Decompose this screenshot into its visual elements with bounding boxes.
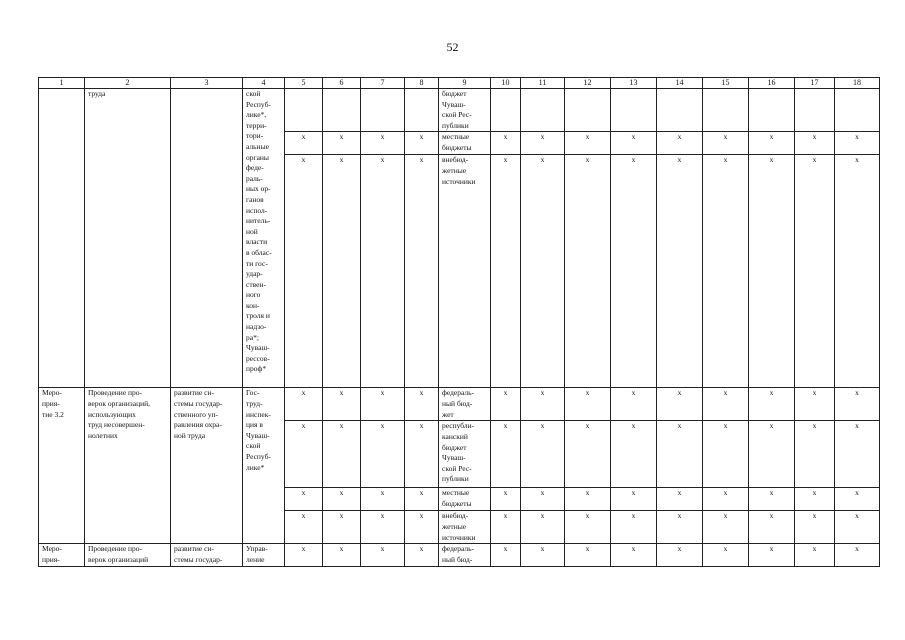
x-mark: x [405, 155, 439, 388]
x-mark: x [491, 155, 521, 388]
goal-cell: развитие си- стемы государ- ственного уп- равления охра- ной труда [171, 388, 243, 544]
empty-cell [285, 89, 323, 132]
x-mark: x [749, 544, 795, 566]
x-mark: x [703, 488, 749, 511]
x-mark: x [703, 421, 749, 488]
empty-cell [491, 89, 521, 132]
x-mark: x [835, 544, 880, 566]
x-mark: x [361, 511, 405, 544]
header-cell: 8 [405, 78, 439, 89]
x-mark: x [611, 421, 657, 488]
x-mark: x [521, 132, 565, 155]
x-mark: x [491, 388, 521, 421]
x-mark: x [521, 488, 565, 511]
x-mark: x [323, 421, 361, 488]
x-mark: x [405, 488, 439, 511]
x-mark: x [749, 388, 795, 421]
x-mark: x [703, 155, 749, 388]
x-mark: x [405, 421, 439, 488]
x-mark: x [323, 488, 361, 511]
x-mark: x [749, 511, 795, 544]
x-mark: x [795, 388, 835, 421]
x-mark: x [285, 421, 323, 488]
x-mark: x [795, 488, 835, 511]
header-cell: 13 [611, 78, 657, 89]
source-cell: местные бюджеты [439, 132, 491, 155]
table-row [39, 89, 880, 132]
empty-cell [361, 89, 405, 132]
x-mark: x [361, 155, 405, 388]
source-cell: внебюд- жетные источники [439, 511, 491, 544]
x-mark: x [795, 511, 835, 544]
header-cell: 18 [835, 78, 880, 89]
header-cell: 14 [657, 78, 703, 89]
measure-cell [39, 89, 85, 388]
x-mark: x [703, 544, 749, 566]
header-cell: 15 [703, 78, 749, 89]
header-cell: 5 [285, 78, 323, 89]
x-mark: x [361, 421, 405, 488]
header-cell: 7 [361, 78, 405, 89]
x-mark: x [749, 421, 795, 488]
x-mark: x [323, 388, 361, 421]
page-number: 52 [446, 40, 459, 54]
header-cell: 4 [243, 78, 285, 89]
x-mark: x [657, 132, 703, 155]
x-mark: x [491, 132, 521, 155]
x-mark: x [405, 132, 439, 155]
table-row [39, 544, 880, 566]
header-cell: 6 [323, 78, 361, 89]
x-mark: x [285, 544, 323, 566]
x-mark: x [521, 511, 565, 544]
x-mark: x [565, 155, 611, 388]
x-mark: x [749, 155, 795, 388]
x-mark: x [323, 511, 361, 544]
x-mark: x [565, 511, 611, 544]
x-mark: x [491, 544, 521, 566]
empty-cell [835, 89, 880, 132]
x-mark: x [405, 511, 439, 544]
x-mark: x [611, 544, 657, 566]
x-mark: x [703, 511, 749, 544]
x-mark: x [749, 132, 795, 155]
empty-cell [405, 89, 439, 132]
x-mark: x [565, 544, 611, 566]
empty-cell [611, 89, 657, 132]
x-mark: x [835, 132, 880, 155]
x-mark: x [795, 544, 835, 566]
x-mark: x [657, 421, 703, 488]
empty-cell [703, 89, 749, 132]
x-mark: x [405, 544, 439, 566]
x-mark: x [703, 132, 749, 155]
x-mark: x [657, 388, 703, 421]
source-cell: внебюд- жетные источники [439, 155, 491, 388]
source-cell: бюджет Чуваш- ской Рес- публики [439, 89, 491, 132]
source-cell: местные бюджеты [439, 488, 491, 511]
source-cell: республи- канский бюджет Чуваш- ской Рес- публики [439, 421, 491, 488]
x-mark: x [795, 132, 835, 155]
x-mark: x [521, 155, 565, 388]
x-mark: x [491, 511, 521, 544]
x-mark: x [361, 388, 405, 421]
executor-cell: Управ- ление [243, 544, 285, 566]
x-mark: x [795, 421, 835, 488]
header-cell: 9 [439, 78, 491, 89]
x-mark: x [565, 388, 611, 421]
x-mark: x [285, 155, 323, 388]
x-mark: x [323, 132, 361, 155]
x-mark: x [703, 388, 749, 421]
x-mark: x [611, 488, 657, 511]
x-mark: x [565, 132, 611, 155]
x-mark: x [835, 388, 880, 421]
goal-cell [171, 89, 243, 388]
header-cell: 17 [795, 78, 835, 89]
x-mark: x [657, 544, 703, 566]
x-mark: x [657, 488, 703, 511]
goal-cell: развитие си- стемы государ- [171, 544, 243, 566]
measure-title-cell: Проведение про- верок организаций [85, 544, 171, 566]
x-mark: x [285, 388, 323, 421]
x-mark: x [795, 155, 835, 388]
x-mark: x [521, 388, 565, 421]
measure-cell: Меро- прия- [39, 544, 85, 566]
x-mark: x [657, 511, 703, 544]
x-mark: x [521, 421, 565, 488]
x-mark: x [285, 132, 323, 155]
empty-cell [521, 89, 565, 132]
header-cell: 11 [521, 78, 565, 89]
x-mark: x [835, 488, 880, 511]
x-mark: x [491, 488, 521, 511]
x-mark: x [323, 155, 361, 388]
x-mark: x [491, 421, 521, 488]
empty-cell [565, 89, 611, 132]
header-cell: 3 [171, 78, 243, 89]
empty-cell [657, 89, 703, 132]
header-cell: 12 [565, 78, 611, 89]
x-mark: x [749, 488, 795, 511]
empty-cell [323, 89, 361, 132]
x-mark: x [835, 421, 880, 488]
empty-cell [749, 89, 795, 132]
header-cell: 16 [749, 78, 795, 89]
measure-cell: Меро- прия- тие 3.2 [39, 388, 85, 544]
source-cell: федераль- ный бюд- жет [439, 388, 491, 421]
x-mark: x [565, 421, 611, 488]
source-cell: федераль- ный бюд- [439, 544, 491, 566]
x-mark: x [657, 155, 703, 388]
x-mark: x [361, 544, 405, 566]
header-cell: 2 [85, 78, 171, 89]
empty-cell [795, 89, 835, 132]
program-table [38, 77, 880, 567]
x-mark: x [361, 132, 405, 155]
measure-title-cell: труда [85, 89, 171, 388]
x-mark: x [835, 155, 880, 388]
x-mark: x [611, 155, 657, 388]
measure-title-cell: Проведение про- верок организаций, использующих труд несовершен- нолетних [85, 388, 171, 544]
x-mark: x [285, 511, 323, 544]
header-cell: 1 [39, 78, 85, 89]
x-mark: x [323, 544, 361, 566]
x-mark: x [521, 544, 565, 566]
header-row [39, 78, 880, 89]
x-mark: x [611, 388, 657, 421]
x-mark: x [611, 132, 657, 155]
x-mark: x [611, 511, 657, 544]
x-mark: x [361, 488, 405, 511]
header-cell: 10 [491, 78, 521, 89]
table-row [39, 388, 880, 421]
x-mark: x [835, 511, 880, 544]
x-mark: x [405, 388, 439, 421]
x-mark: x [565, 488, 611, 511]
executor-cell: ской Респуб- лике*, терри- тори- альные органы феде- раль- ных ор- ганов испол- нитель- ной власти в облас- ти гос- удар- ствен- ного кон- троля и надзо- ра*; Чуваш- рессов- проф* [243, 89, 285, 388]
x-mark: x [285, 488, 323, 511]
executor-cell: Гос- труд- инспек- ция в Чуваш- ской Респуб- лике* [243, 388, 285, 544]
